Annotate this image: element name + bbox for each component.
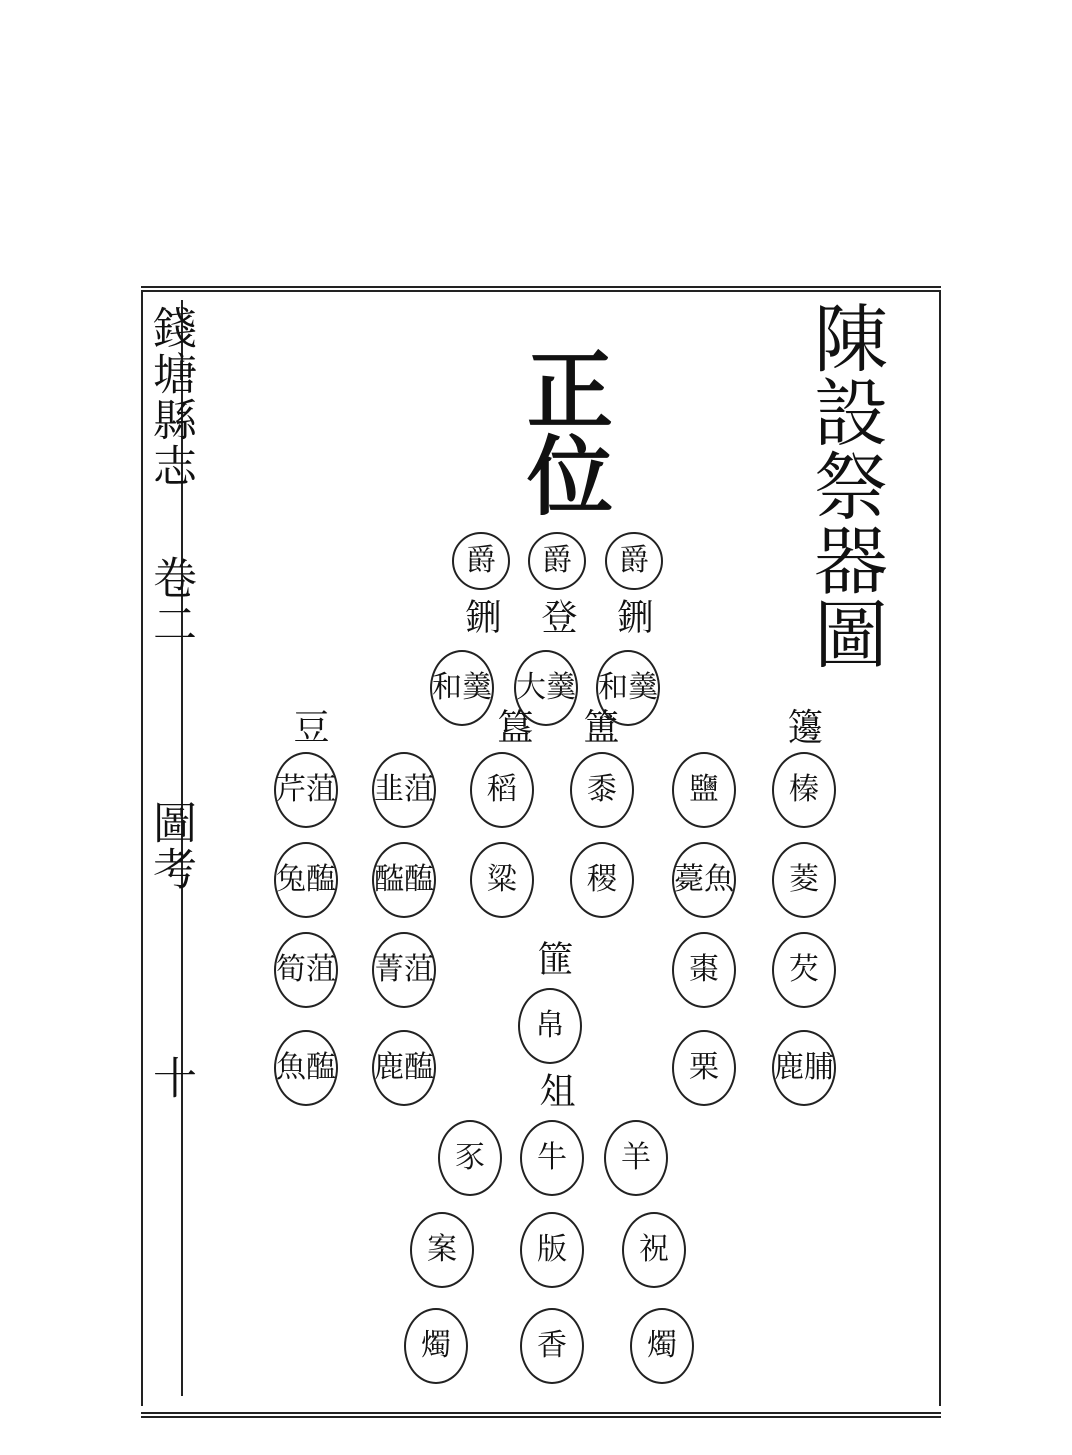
bian-qian: 芡 (772, 932, 836, 1008)
jue-cup-center: 爵 (528, 532, 586, 590)
label-zu: 俎 (534, 1072, 575, 1108)
dageng-center: 大羹 (514, 650, 578, 726)
candle-left: 燭 (404, 1308, 468, 1384)
altar-ban: 版 (520, 1212, 584, 1288)
margin-book-title: 錢塘縣志 (145, 305, 196, 489)
fu-shu: 黍 (570, 752, 634, 828)
dou-jingzu: 菁菹 (372, 932, 436, 1008)
bian-ling: 菱 (772, 842, 836, 918)
dou-qinzu: 芹菹 (274, 752, 338, 828)
margin-volume: 卷二 (145, 555, 196, 647)
dou-tanhai: 醓醢 (372, 842, 436, 918)
dou-yuhai: 魚醢 (274, 1030, 338, 1106)
gui-liang: 粱 (470, 842, 534, 918)
dou-luhai: 鹿醢 (372, 1030, 436, 1106)
label-fu: 簠 (578, 708, 619, 744)
dou-tuhai: 兔醢 (274, 842, 338, 918)
hegeng-right: 和羹 (596, 650, 660, 726)
altar-zhu: 祝 (622, 1212, 686, 1288)
position-heading: 正位 (512, 345, 613, 517)
fei-bo: 帛 (518, 988, 582, 1064)
zu-yang: 羊 (604, 1120, 668, 1196)
hegeng-left: 和羹 (430, 650, 494, 726)
gui-dao: 稻 (470, 752, 534, 828)
label-dou: 豆 (288, 708, 329, 744)
label-deng: 登 (536, 598, 577, 634)
fu-ji: 稷 (570, 842, 634, 918)
label-gui: 簋 (492, 708, 533, 744)
zu-shi: 豕 (438, 1120, 502, 1196)
jue-cup-right: 爵 (605, 532, 663, 590)
margin-page-number: 十 (145, 1055, 196, 1101)
label-bian: 籩 (782, 708, 823, 744)
bian-zao: 棗 (672, 932, 736, 1008)
bian-yan: 鹽 (672, 752, 736, 828)
dou-sunzu: 筍菹 (274, 932, 338, 1008)
zu-niu: 牛 (520, 1120, 584, 1196)
dou-jiuzu: 韭菹 (372, 752, 436, 828)
incense: 香 (520, 1308, 584, 1384)
bian-lufu: 鹿脯 (772, 1030, 836, 1106)
candle-right: 燭 (630, 1308, 694, 1384)
jue-cup-left: 爵 (452, 532, 510, 590)
frame-right-rule (939, 290, 941, 1406)
margin-section: 圖考 (145, 800, 196, 892)
label-xing-right: 鉶 (612, 598, 653, 634)
bian-gaoyu: 薧魚 (672, 842, 736, 918)
bian-zhen: 榛 (772, 752, 836, 828)
label-fei: 篚 (532, 940, 573, 976)
altar-an: 案 (410, 1212, 474, 1288)
bian-li: 栗 (672, 1030, 736, 1106)
page-title: 陳設祭器圖 (802, 300, 888, 670)
label-xing-left: 鉶 (460, 598, 501, 634)
